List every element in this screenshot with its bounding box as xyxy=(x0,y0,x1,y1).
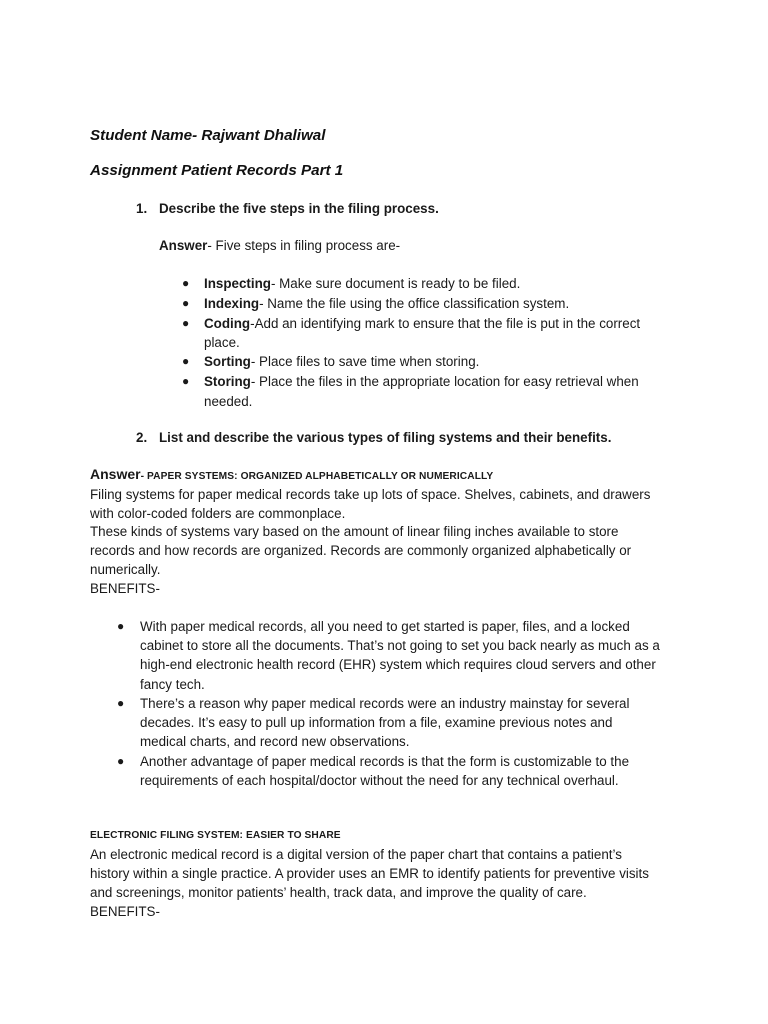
bullet-icon: ● xyxy=(182,316,190,330)
student-name: Student Name- Rajwant Dhaliwal xyxy=(90,127,326,144)
step-desc-continued: place. xyxy=(204,335,240,350)
list-item: Another advantage of paper medical records is that the form is customizable to the xyxy=(140,754,630,769)
paragraph-line: numerically. xyxy=(90,562,161,577)
paragraph-line: with color-coded folders are commonplace. xyxy=(90,506,346,521)
bullet-icon: ● xyxy=(182,354,190,368)
benefits-label: BENEFITS- xyxy=(90,581,160,596)
question-2-number: 2. xyxy=(136,430,148,445)
step-desc: - Place the files in the appropriate location for easy retrieval when xyxy=(250,374,639,389)
bullet-icon: ● xyxy=(117,754,125,768)
benefits-label: BENEFITS- xyxy=(90,904,160,919)
answer-1-label: Answer xyxy=(159,238,208,253)
paragraph-line: Filing systems for paper medical records take up lots of space. Shelves, cabinets, and drawers xyxy=(90,487,651,502)
step-desc: - Name the file using the office classification system. xyxy=(259,296,570,311)
step-term: Sorting xyxy=(204,354,251,369)
list-item xyxy=(204,372,639,391)
answer-1-text: - Five steps in filing process are- xyxy=(207,238,401,253)
paragraph-line: history within a single practice. A provider uses an EMR to identify patients for preventive visits xyxy=(90,866,649,881)
paragraph-line: records and how records are organized. Records are commonly organized alphabetically or xyxy=(90,543,632,558)
answer-1 xyxy=(159,236,400,255)
step-term: Coding xyxy=(204,316,251,331)
list-item xyxy=(204,352,479,371)
step-term: Indexing xyxy=(204,296,260,311)
paper-systems-heading: - PAPER SYSTEMS: ORGANIZED ALPHABETICALLY OR NUMERICALLY xyxy=(140,471,494,482)
step-desc-continued: needed. xyxy=(204,394,253,409)
list-item-line: high-end electronic health record (EHR) system which requires cloud servers and other xyxy=(140,657,656,672)
bullet-icon: ● xyxy=(182,374,190,388)
list-item-line: decades. It’s easy to pull up information from a file, examine previous notes and xyxy=(140,715,613,730)
electronic-filing-heading: ELECTRONIC FILING SYSTEM: EASIER TO SHARE xyxy=(90,830,341,841)
paragraph-line: and screenings, monitor patients’ health, track data, and improve the quality of care. xyxy=(90,885,587,900)
list-item xyxy=(204,274,520,293)
list-item-line: fancy tech. xyxy=(140,677,205,692)
answer-2-label: Answer xyxy=(90,466,141,482)
step-term: Inspecting xyxy=(204,276,271,291)
bullet-icon: ● xyxy=(182,296,190,310)
answer-2-heading xyxy=(90,465,493,486)
step-desc: - Make sure document is ready to be filed. xyxy=(270,276,521,291)
paragraph-line: These kinds of systems vary based on the amount of linear filing inches available to store xyxy=(90,524,619,539)
step-term: Storing xyxy=(204,374,251,389)
list-item xyxy=(204,294,569,313)
list-item: With paper medical records, all you need to get started is paper, files, and a locked xyxy=(140,619,630,634)
bullet-icon: ● xyxy=(117,696,125,710)
question-1-number: 1. xyxy=(136,201,148,216)
question-1-text: Describe the five steps in the filing process. xyxy=(159,201,439,216)
step-desc: -Add an identifying mark to ensure that the file is put in the correct xyxy=(250,316,641,331)
bullet-icon: ● xyxy=(182,276,190,290)
list-item: There’s a reason why paper medical records were an industry mainstay for several xyxy=(140,696,630,711)
assignment-title: Assignment Patient Records Part 1 xyxy=(90,162,344,179)
list-item-line: medical charts, and record new observations. xyxy=(140,734,410,749)
list-item-line: cabinet to store all the documents. That’s not going to set you back nearly as much as a xyxy=(140,638,660,653)
list-item xyxy=(204,314,640,333)
question-2-text: List and describe the various types of filing systems and their benefits. xyxy=(159,430,612,445)
paragraph-line: An electronic medical record is a digital version of the paper chart that contains a patient’s xyxy=(90,847,622,862)
step-desc: - Place files to save time when storing. xyxy=(250,354,480,369)
list-item-line: requirements of each hospital/doctor without the need for any technical overhaul. xyxy=(140,773,619,788)
bullet-icon: ● xyxy=(117,619,125,633)
